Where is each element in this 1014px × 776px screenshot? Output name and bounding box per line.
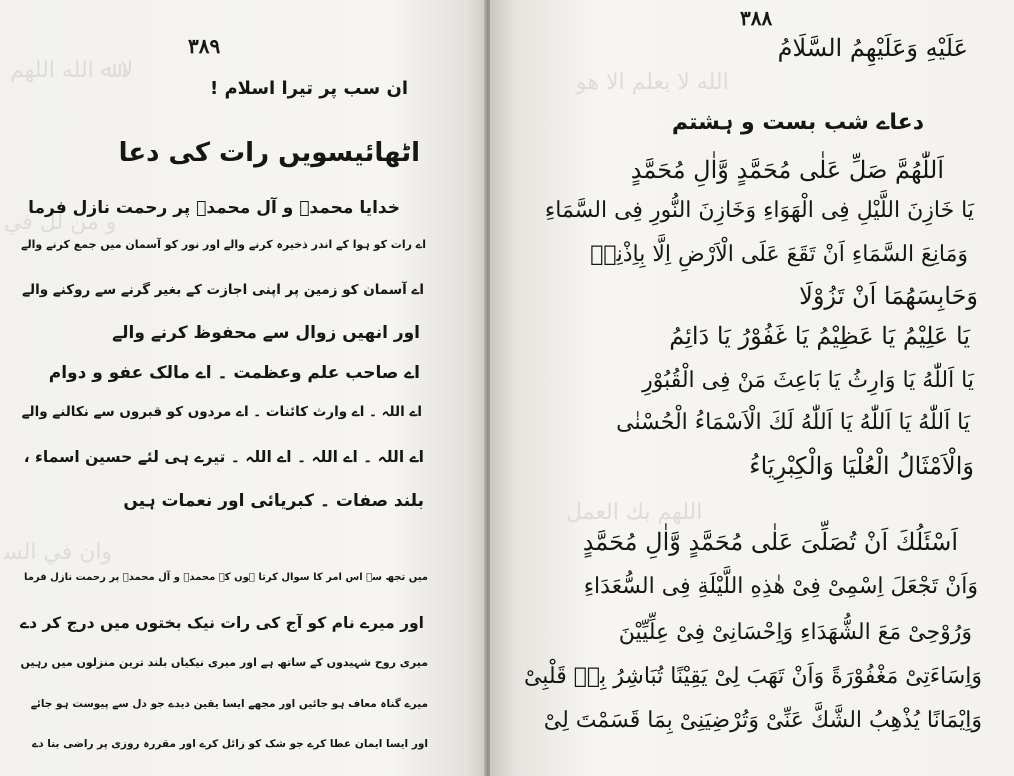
page-heading: اٹھائیسویں رات کی دعا: [118, 138, 420, 168]
arabic-line: يَا عَلِيْمُ يَا عَظِيْمُ يَا غَفُوْرُ يَا دَائِمُ: [669, 322, 970, 350]
arabic-line: يَا اَللّٰهُ يَا اَللّٰهُ يَا اَللّٰهُ لَكَ الْاَسْمَاءُ الْحُسْنٰى: [616, 410, 970, 435]
text-line: اے اللہ ۔ اے اللہ ۔ اے اللہ ۔ تیرے ہی لئے حسین اسماء ،: [23, 448, 424, 466]
arabic-line: وَرُوْحِىْ مَعَ الشُّهَدَاءِ وَاِحْسَانِىْ فِىْ عِلِّيِّيْنَ: [618, 620, 972, 645]
text-line: اور ایسا ایمان عطا کرے جو شک کو زائل کرے اور مقررہ روزی پر راضی بنا دے: [32, 738, 428, 750]
text-line: اور انھیں زوال سے محفوظ کرنے والے: [112, 323, 420, 343]
arabic-line: اَسْئَلُكَ اَنْ تُصَلِّىَ عَلٰى مُحَمَّدٍ وَّاٰلِ مُحَمَّدٍ: [582, 528, 958, 556]
arabic-line: يَا خَازِنَ اللَّيْلِ فِى الْهَوَاءِ وَخَازِنَ النُّورِ فِى السَّمَاءِ: [544, 198, 974, 223]
arabic-line: وَاَنْ تَجْعَلَ اِسْمِىْ فِىْ هٰذِهِ اللَّيْلَةِ فِى السُّعَدَاءِ: [583, 574, 978, 599]
text-line: میری روح شہیدوں کے ساتھ ہے اور میری نیکیاں بلند ترین منزلوں میں رہیں: [20, 656, 428, 669]
arabic-line: وَمَانِعَ السَّمَاءِ اَنْ تَقَعَ عَلَى الْاَرْضِ اِلَّا بِاِذْنِهٖ: [590, 242, 968, 267]
text-line: اے رات کو ہوا کے اندر ذخیرہ کرنے والے اور نور کو آسمان میں جمع کرنے والے: [21, 238, 426, 251]
show-through-text: ﻭﺍﻥ ﻓﻲ ﺍﻟﺴ: [4, 540, 113, 565]
arabic-line: وَحَابِسَهُمَا اَنْ تَزُوْلَا: [799, 282, 978, 310]
text-line: اے آسمان کو زمین پر اپنی اجازت کے بغیر گرنے سے روکنے والے: [22, 282, 424, 298]
page-number: ۳۸۹: [188, 34, 221, 58]
text-line: اے صاحب علم وعظمت ۔ اے مالک عفو و دوام: [48, 363, 420, 383]
salutation: عَلَيْهِ وَعَلَيْهِمُ السَّلَامُ: [777, 34, 968, 62]
show-through-text: ﻻ ﷲ ﺍﻟﻠﻪ ﺍﻟﻠﻬﻢ: [10, 58, 134, 83]
show-through-text: ﺍﻟﻠﻪ ﻻ ﻳﻌﻠﻢ ﺍﻻ ﻫﻮ: [576, 70, 729, 95]
text-line: خدایا محمدؐ و آل محمدؐ پر رحمت نازل فرما: [28, 198, 400, 218]
show-through-text: ﻭ ﻣﻦ ﻟﻞ ﻓﻲ: [4, 210, 117, 235]
arabic-line: يَا اَللّٰهُ يَا وَارِثُ يَا بَاعِثَ مَنْ فِى الْقُبُوْرِ: [642, 368, 974, 393]
arabic-line: وَالْاَمْثَالُ الْعُلْيَا وَالْكِبْرِيَاءُ: [749, 452, 974, 480]
page-number: ۳۸۸: [740, 6, 773, 30]
arabic-line: وَاِيْمَانًا يُذْهِبُ الشَّكَّ عَنِّىْ وَتُرْضِيَنِىْ بِمَا قَسَمْتَ لِىْ: [543, 708, 982, 733]
text-line: بلند صفات ۔ کبریائی اور نعمات ہیں: [123, 491, 424, 511]
text-line: اور میرے نام کو آج کی رات نیک بختوں میں درج کر دے: [20, 614, 424, 632]
arabic-line: وَاِسَاءَتِىْ مَغْفُوْرَةً وَاَنْ تَهَبَ لِىْ يَقِيْنًا تُبَاشِرُ بِهٖ قَلْبِىْ: [523, 664, 982, 689]
text-line: میں تجھ سے اس امر کا سوال کرتا ہوں کہ محمدؐ و آل محمدؐ پر رحمت نازل فرما: [23, 572, 428, 583]
text-line: میرے گناہ معاف ہو جائیں اور مجھے ایسا یقین دیدے جو دل سے پیوست ہو جائے: [30, 698, 428, 710]
salutation: ان سب پر تیرا اسلام !: [210, 78, 408, 99]
page-heading: دعاے شب بست و ہشتم: [671, 110, 924, 135]
left-page: [0, 0, 486, 776]
arabic-line: اَللّٰهُمَّ صَلِّ عَلٰى مُحَمَّدٍ وَّاٰلِ مُحَمَّدٍ: [630, 156, 944, 184]
show-through-text: ﺍﻟﻠﻬﻢ ﺑﻚ ﺍﻟﻌﻤﻞ: [566, 500, 703, 525]
text-line: اے اللہ ۔ اے وارث کائنات ۔ اے مردوں کو قبروں سے نکالنے والے: [21, 404, 422, 420]
right-page: [490, 0, 1014, 776]
